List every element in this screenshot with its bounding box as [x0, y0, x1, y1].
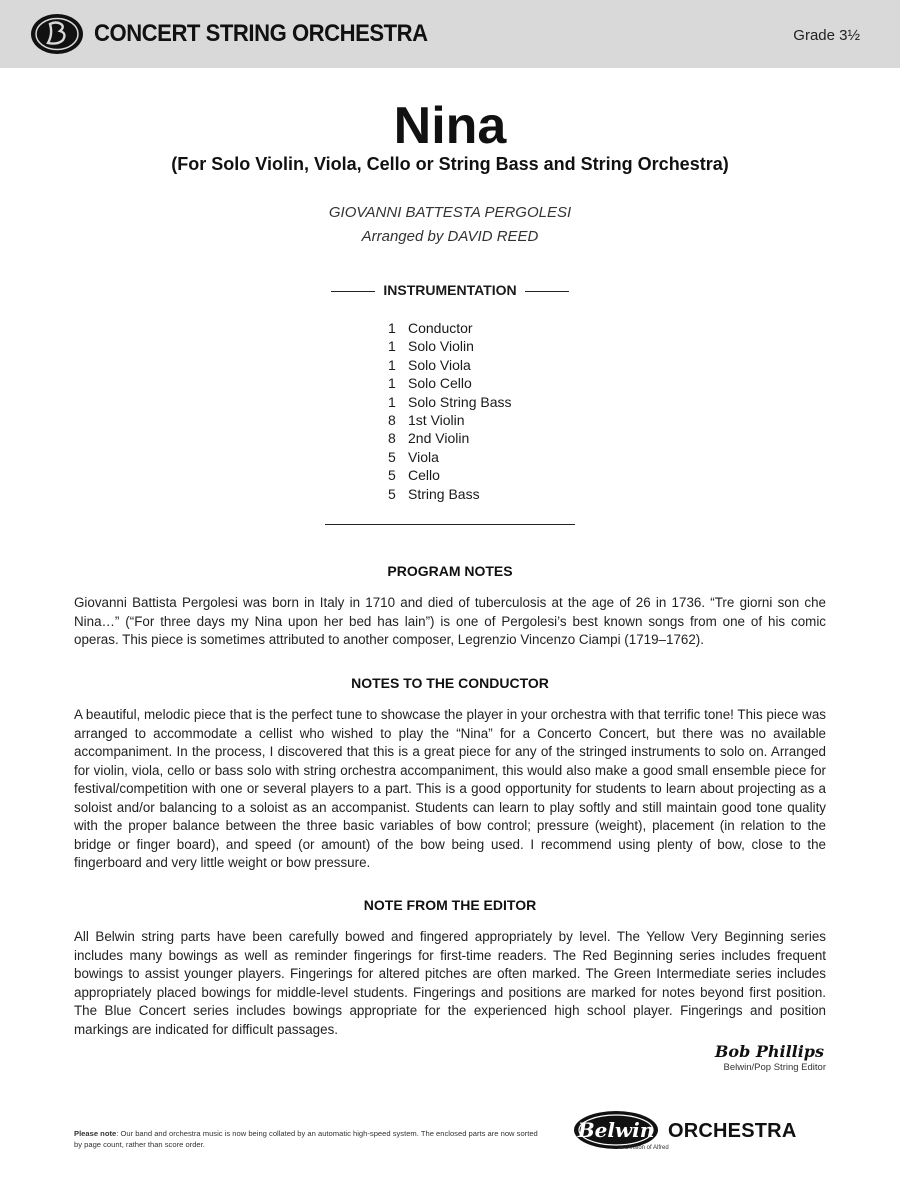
instrument-name: Solo Cello	[408, 375, 472, 392]
instrument-qty: 8	[388, 411, 396, 428]
brand-subtitle: a division of Alfred	[620, 1145, 669, 1151]
instrument-name: Solo Viola	[408, 356, 471, 373]
conductor-notes-text: A beautiful, melodic piece that is the perfect tune to showcase the player in your orchestra with that terrific tone! This piece was arranged to accommodate a cellist who wished to play the “Nina” for a Concerto Concert, but there was no available accompaniment. In the process, I discovered that this is a great piece for any of the stringed instruments to solo on. Arranged for violin, viola, cello or bass solo with string orchestra accompaniment, this would also make a good small ensemble piece for festival/competition with one or several players to a part. This is a good opportunity for students to learn about projecting as a soloist and/or balancing to a soloist as an accompanist. Students can learn to play softly and still maintain good tone quality with the proper balance between the three basic variables of bow control; pressure (weight), placement (in relation to the bridge or finger board), and speed (or amount) of the bow being used. I recommend using plenty of bow, close to the fingerboard and very little weight or bow pressure.	[74, 707, 826, 870]
editor-note-heading: NOTE FROM THE EDITOR	[363, 897, 537, 913]
composer-credit: GIOVANNI BATTESTA PERGOLESI	[328, 204, 572, 221]
heading-rule-left	[331, 291, 375, 292]
list-item	[388, 448, 588, 466]
note-label: Please note	[74, 1129, 117, 1138]
list-item	[388, 393, 588, 411]
belwin-b-logo-icon	[30, 12, 84, 56]
instrument-name: Viola	[408, 448, 439, 465]
instrument-qty: 1	[388, 356, 396, 373]
instrument-qty: 5	[388, 485, 396, 502]
brand-orchestra-text: ORCHESTRA	[668, 1120, 797, 1142]
instrument-qty: 1	[388, 338, 396, 355]
grade-label: Grade 3½	[793, 27, 860, 44]
note-text: : Our band and orchestra music is now being collated by an automatic high-speed system. The enclosed parts are now sorted by page count, rather than score order.	[74, 1129, 538, 1149]
instrument-qty: 5	[388, 448, 396, 465]
program-notes-text: Giovanni Battista Pergolesi was born in Italy in 1710 and died of tuberculosis at the age of 26 in 1736. “Tre giorni son che Nina…” (“For three days my Nina upon her bed has lain”) is one of Pergolesi’s best known songs from one of his comic operas. This piece is sometimes attributed to another composer, Legrenzio Vincenzo Ciampi (1719–1762).	[74, 595, 826, 647]
collation-note	[74, 1128, 544, 1150]
conductor-notes-heading: NOTES TO THE CONDUCTOR	[351, 675, 549, 691]
instrument-name: Conductor	[408, 320, 473, 336]
piece-title: Nina	[393, 97, 507, 155]
instrument-name: Cello	[408, 467, 440, 484]
instrument-qty: 1	[388, 393, 396, 410]
list-item	[388, 337, 588, 355]
editor-signature: Bob Phillips	[714, 1042, 824, 1061]
brand-script: Belwin	[577, 1118, 655, 1142]
instrument-name: String Bass	[408, 485, 480, 502]
instrument-name: Solo String Bass	[408, 393, 512, 410]
program-notes-heading: PROGRAM NOTES	[387, 563, 513, 579]
instrumentation-divider	[325, 524, 575, 525]
list-item	[388, 429, 588, 447]
list-item	[388, 466, 588, 484]
piece-subtitle: (For Solo Violin, Viola, Cello or String Bass and String Orchestra)	[171, 154, 729, 174]
instrument-name: 1st Violin	[408, 411, 465, 428]
editor-role: Belwin/Pop String Editor	[723, 1062, 826, 1073]
instrumentation-heading	[0, 282, 900, 298]
instrumentation-heading-text: INSTRUMENTATION	[383, 282, 517, 298]
instrument-qty: 8	[388, 430, 396, 447]
list-item	[388, 411, 588, 429]
series-title: CONCERT STRING ORCHESTRA	[94, 20, 428, 47]
instrument-qty: 1	[388, 375, 396, 392]
list-item	[388, 319, 588, 337]
list-item	[388, 374, 588, 392]
instrument-qty: 5	[388, 467, 396, 484]
instrument-name: 2nd Violin	[408, 430, 470, 447]
instrumentation-list	[388, 319, 588, 503]
editor-note-text: All Belwin string parts have been carefully bowed and fingered appropriately by level. The Yellow Very Beginning series includes many bowings as well as reminder fingerings for first-time readers. The Red Beginning series includes frequent bowings to assist younger players. Fingerings for altered pitches are often marked. The Green Intermediate series includes appropriately placed bowings for middle-level students. Fingerings and positions are marked for notes beyond first position. The Blue Concert series includes bowings appropriate for the experienced high school player. Fingerings and position markings are indicated for difficult passages.	[74, 929, 826, 1037]
series-header-bar	[0, 0, 900, 68]
arranger-credit: Arranged by DAVID REED	[361, 228, 539, 245]
list-item	[388, 356, 588, 374]
instrument-name: Solo Violin	[408, 338, 474, 355]
list-item	[388, 485, 588, 503]
instrument-qty: 1	[388, 320, 396, 336]
heading-rule-right	[525, 291, 569, 292]
